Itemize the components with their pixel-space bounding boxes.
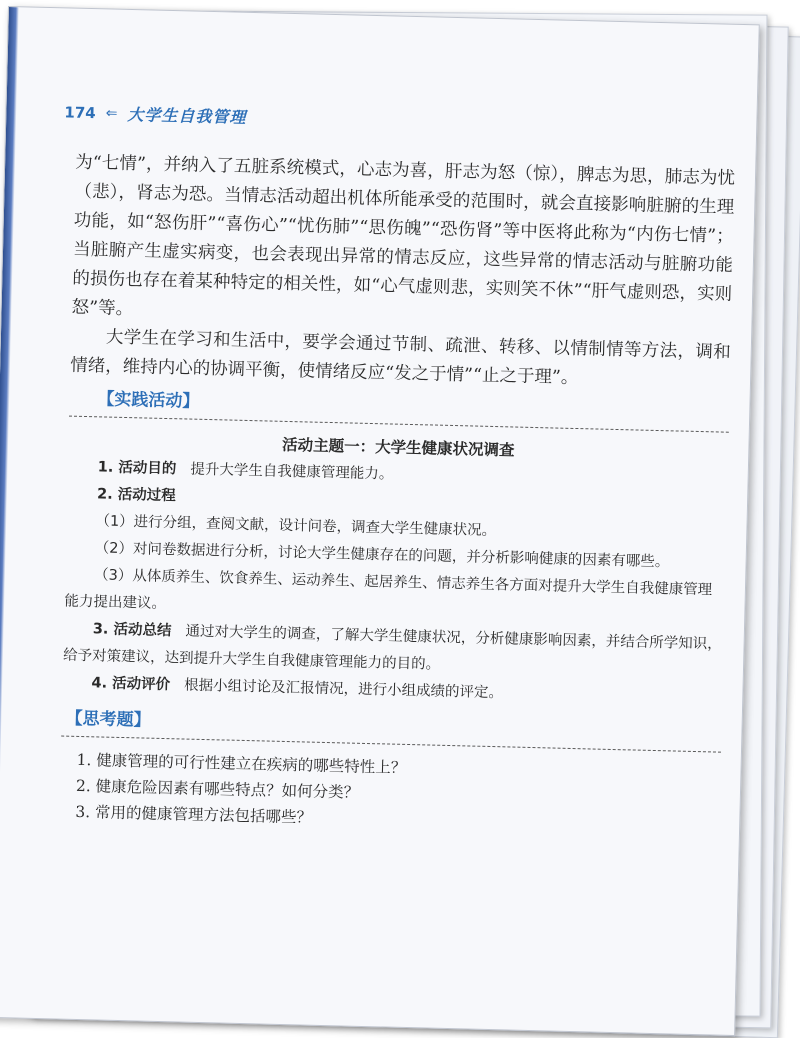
summary-text: 通过对大学生的调查，了解大学生健康状况，分析健康影响因素，并结合所学知识，给予对策建议，达到提升大学生自我健康管理能力的目的。 xyxy=(62,623,722,673)
page-content xyxy=(59,149,735,841)
page-edge-shadow xyxy=(0,7,19,1017)
evaluation-label: 4. 活动评价 xyxy=(91,675,171,694)
thinking-heading: 【思考题】 xyxy=(65,708,151,731)
question-item: 3. 常用的健康管理方法包括哪些？ xyxy=(75,802,313,827)
summary-label: 3. 活动总结 xyxy=(92,621,172,640)
running-header xyxy=(64,100,247,127)
book-page xyxy=(0,6,760,1036)
page-number: 174 xyxy=(64,102,96,122)
back-arrow-icon: ⇐ xyxy=(105,104,118,122)
process-step-3: （3）从体质养生、饮食养生、运动养生、起居养生、情志养生各方面对提升大学生自我健康管理能力提出建议。 xyxy=(64,567,713,613)
goal-text: 提升大学生自我健康管理能力。 xyxy=(190,461,394,483)
activity-block xyxy=(62,427,728,713)
evaluation-text: 根据小组讨论及汇报情况，进行小组成绩的评定。 xyxy=(183,677,504,702)
question-list xyxy=(75,747,721,841)
book-title: 大学生自我管理 xyxy=(127,104,247,127)
body-paragraph-2: 大学生在学习和生活中，要学会通过节制、疏泄、转移、以情制情等方法，调和情绪，维持内心的协调平衡，使情绪反应“发之于情”“止之于理”。 xyxy=(69,327,731,389)
activity-title: 活动主题一：大学生健康状况调查 xyxy=(281,435,515,460)
process-step-2: （2）对问卷数据进行分析，讨论大学生健康存在的问题，并分析影响健康的因素有哪些。 xyxy=(94,540,670,571)
practice-heading: 【实践活动】 xyxy=(97,389,200,412)
process-step-1: （1）进行分组，查阅文献，设计问卷，调查大学生健康状况。 xyxy=(95,513,497,540)
question-item: 2. 健康危险因素有哪些特点？如何分类？ xyxy=(75,776,360,802)
goal-label: 1. 活动目的 xyxy=(97,459,177,478)
question-item: 1. 健康管理的可行性建立在疾病的哪些特性上？ xyxy=(76,750,407,777)
process-label: 2. 活动过程 xyxy=(96,486,176,505)
body-paragraph-1: 为“七情”，并纳入了五脏系统模式，心志为喜，肝志为怒（惊），脾志为思，肺志为忧（悲），肾志为恐。当情志活动超出机体所能承受的范围时，就会直接影响脏腑的生理功能，如“怒伤肝”“喜伤心”“忧伤肺”“思伤魄”“恐伤肾”等中医将此称为“内伤七情”；当脏腑产生虚实病变，也会表现出异常的情志反应，这些异常的情志活动与脏腑功能的损伤也存在着某种特定的相关性，如“心气虚则悲，实则笑不休”“肝气虚则恐，实则怒”等。 xyxy=(71,152,736,320)
